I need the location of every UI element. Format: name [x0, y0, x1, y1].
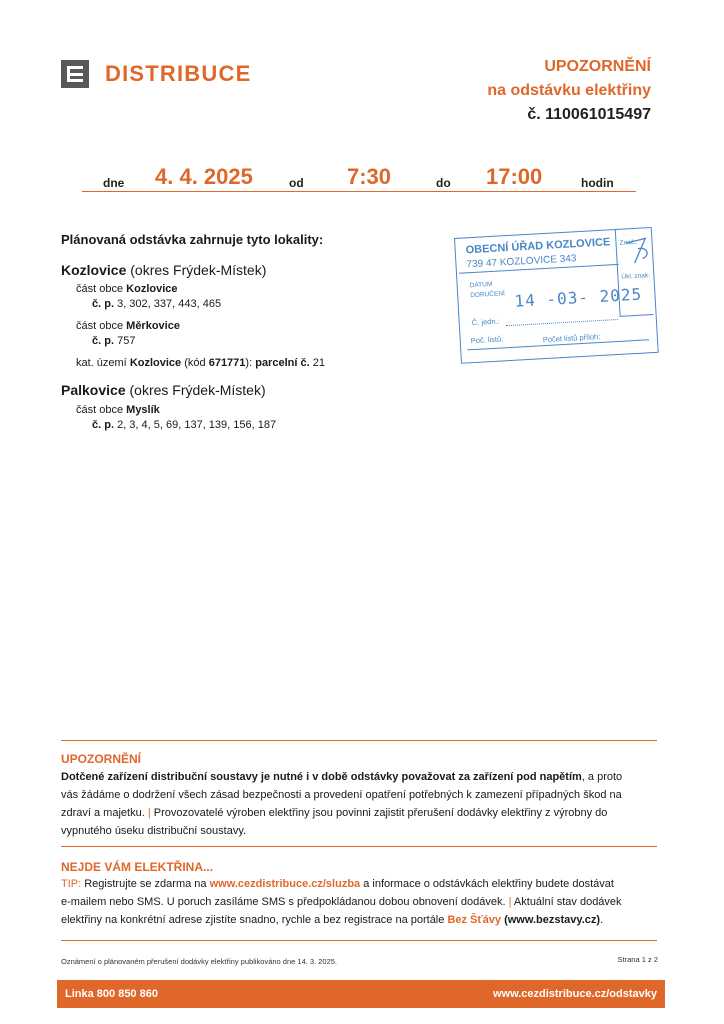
footer-bar	[57, 980, 665, 1008]
stamp-ref-label: Č. jedn.:	[471, 316, 500, 328]
bez-stavy-brand[interactable]: Bez Šťávy	[447, 914, 502, 926]
district: (okres Frýdek-Místek)	[130, 262, 267, 278]
section-divider	[61, 740, 657, 741]
stamp-sheets-label: Poč. listů:	[470, 334, 504, 346]
section-divider	[61, 940, 657, 941]
localities-heading: Plánovaná odstávka zahrnuje tyto lokality:	[61, 232, 324, 247]
part-line: část obce Kozlovice	[76, 283, 178, 295]
receipt-stamp: OBECNÍ ÚŘAD KOZLOVICE 739 47 KOZLOVICE 343 Znač.: Úkl. znak: DATUM DORUČENÍ 14 -03- 2025 Č. jedn.: Poč. listů: Počet listů příloh:	[454, 227, 659, 364]
part-line: část obce Myslík	[76, 404, 160, 416]
outages-link[interactable]: www.cezdistribuce.cz/odstavky	[492, 988, 657, 1000]
hours-label: hodin	[581, 176, 614, 190]
cadastre-line: kat. území Kozlovice (kód 671771): parcelní č. 21	[76, 357, 325, 369]
town-kozlovice	[61, 262, 266, 278]
cp-line: č. p. 2, 3, 4, 5, 69, 137, 139, 156, 187	[92, 419, 277, 431]
signature-mark	[623, 236, 655, 268]
stamp-mark-label: Znač.:	[619, 238, 638, 247]
warning-title: UPOZORNĚNÍ	[61, 752, 142, 766]
town-name: Palkovice	[61, 382, 126, 398]
from-label: od	[289, 176, 304, 190]
hotline[interactable]: Linka 800 850 860	[65, 988, 158, 1000]
cp-line: č. p. 3, 302, 337, 443, 465	[92, 298, 222, 310]
stamp-address: 739 47 KOZLOVICE 343	[466, 253, 577, 271]
publish-note: Oznámení o plánovaném přerušení dodávky elektřiny publikováno dne 14. 3. 2025.	[61, 957, 338, 966]
to-label: do	[436, 176, 451, 190]
town-name: Kozlovice	[61, 262, 127, 278]
warning-text: Dotčené zařízení distribuční soustavy je nutné i v době odstávky považovat za zařízení pod napětím, a proto vás žádáme o dodržení všech zásad bezpečnosti a provedení opatření potřebných k zamezení případných škod na zdraví a majetku. | Provozovatelé výroben elektřiny jsou povinni zajistit přerušení dodávky elektřiny z výrobny do vypnutého úseku distribuční soustavy.	[61, 771, 623, 837]
cp-line: č. p. 757	[92, 335, 136, 347]
from-time: 7:30	[347, 164, 392, 189]
stamp-date: 14 -03- 2025	[514, 284, 643, 311]
logo-text: DISTRIBUCE	[105, 61, 252, 86]
page-number: Strana 1 z 2	[617, 955, 658, 964]
town-palkovice	[61, 382, 266, 398]
no-power-text: TIP: Registrujte se zdarma na www.cezdistribuce.cz/sluzba a informace o odstávkách elektřiny budete dostávat e-mailem nebo SMS. U poruch zasíláme SMS s předpokládanou dobou obnovení dodávek. | Aktuální stav dodávek elektřiny na konkrétní adrese zjistíte snadno, rychle a bez registrace na portále Bez Šťávy (www.bezstavy.cz).	[61, 878, 622, 926]
stamp-attachments-label: Počet listů příloh:	[542, 331, 601, 345]
outage-date: 4. 4. 2025	[155, 164, 253, 189]
section-divider	[61, 846, 657, 847]
stamp-office: OBECNÍ ÚŘAD KOZLOVICE	[465, 236, 611, 257]
notice-number: č. 110061015497	[527, 106, 651, 123]
sluzba-link[interactable]: www.cezdistribuce.cz/sluzba	[209, 878, 361, 890]
notice-title: UPOZORNĚNÍ	[544, 58, 651, 75]
no-power-title: NEJDE VÁM ELEKTŘINA...	[61, 860, 214, 874]
stamp-date-label: DATUM	[469, 280, 493, 290]
bezstavy-link[interactable]: (www.bezstavy.cz)	[504, 914, 601, 926]
stamp-file-mark-label: Úkl. znak:	[621, 272, 651, 281]
notice-subtitle: na odstávku elektřiny	[487, 82, 651, 99]
date-divider	[82, 191, 636, 192]
day-label: dne	[103, 176, 125, 190]
part-line: část obce Měrkovice	[76, 320, 180, 332]
cez-logo-icon	[61, 60, 89, 88]
district: (okres Frýdek-Místek)	[129, 382, 266, 398]
to-time: 17:00	[486, 164, 543, 189]
